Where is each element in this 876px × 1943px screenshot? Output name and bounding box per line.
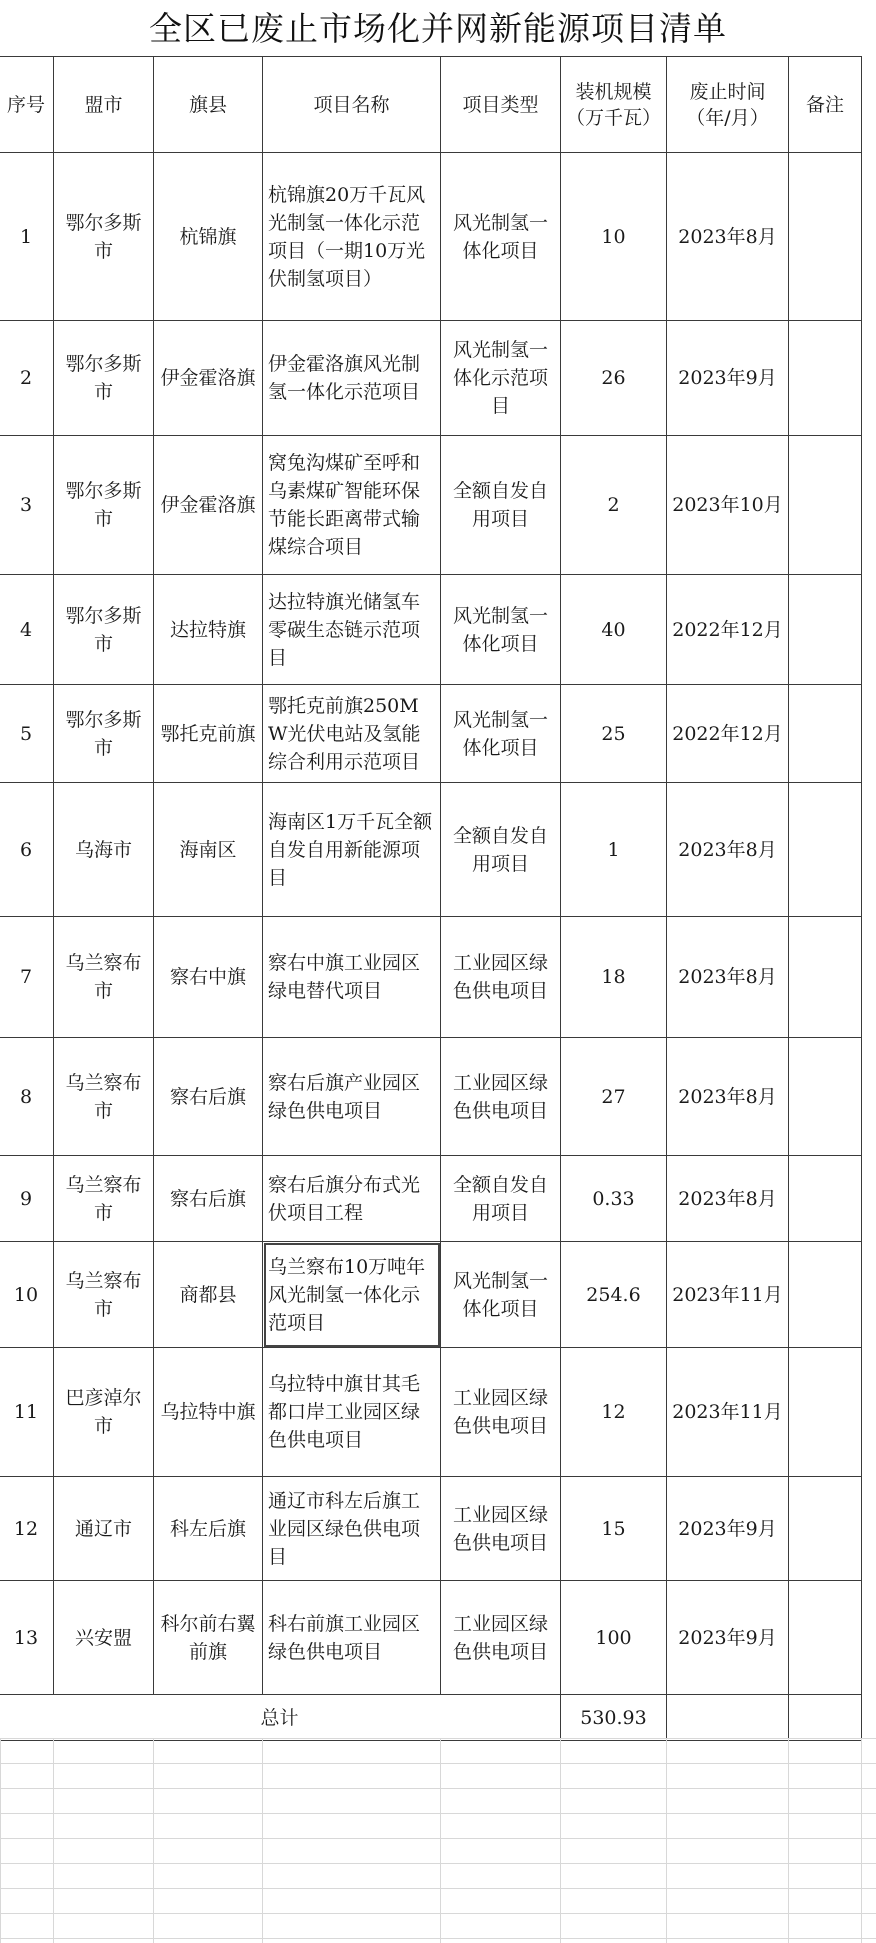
cell-project-name[interactable] [263, 685, 441, 783]
cell-no[interactable]: 5 [0, 685, 54, 783]
cell-type[interactable]: 风光制氢一体化项目 [441, 1242, 561, 1348]
cell-capacity[interactable]: 254.6 [561, 1242, 667, 1348]
cell-county[interactable]: 乌拉特中旗 [154, 1348, 263, 1477]
cell-type[interactable]: 全额自发自用项目 [441, 783, 561, 917]
page-title: 全区已废止市场化并网新能源项目清单 [149, 9, 727, 48]
cell-no[interactable]: 10 [0, 1242, 54, 1348]
col-header-no[interactable]: 序号 [0, 57, 54, 153]
cell-note[interactable] [789, 1477, 862, 1581]
cell-project-name[interactable]: 杭锦旗20万千瓦风光制氢一体化示范项目（一期10万光伏制氢项目） [263, 153, 441, 321]
cell-no[interactable]: 6 [0, 783, 54, 917]
table-row [0, 1581, 862, 1695]
total-label[interactable]: 总计 [0, 1695, 561, 1741]
cell-project-name[interactable]: 察右中旗工业园区绿电替代项目 [263, 917, 441, 1038]
cell-date[interactable]: 2022年12月 [667, 685, 789, 783]
cell-county[interactable]: 杭锦旗 [154, 153, 263, 321]
cell-city[interactable]: 乌海市 [54, 783, 154, 917]
cell-note[interactable] [789, 1581, 862, 1695]
cell-no[interactable]: 8 [0, 1038, 54, 1156]
cell-county[interactable]: 鄂托克前旗 [154, 685, 263, 783]
total-note-empty[interactable] [789, 1695, 862, 1741]
table-row [0, 1156, 862, 1242]
cell-note[interactable] [789, 783, 862, 917]
cell-note[interactable] [789, 1156, 862, 1242]
cell-date[interactable]: 2023年10月 [667, 436, 789, 575]
cell-no[interactable]: 3 [0, 436, 54, 575]
cell-project-name[interactable]: 察右后旗分布式光伏项目工程 [263, 1156, 441, 1242]
table-row [0, 685, 862, 783]
cell-city[interactable]: 乌兰察布市 [54, 1038, 154, 1156]
cell-type[interactable]: 工业园区绿色供电项目 [441, 1348, 561, 1477]
cell-date[interactable]: 2023年8月 [667, 153, 789, 321]
table-row [0, 1038, 862, 1156]
cell-county[interactable]: 伊金霍洛旗 [154, 436, 263, 575]
cell-type[interactable]: 风光制氢一体化示范项目 [441, 321, 561, 436]
cell-note[interactable] [789, 1348, 862, 1477]
table-row [0, 783, 862, 917]
cell-type[interactable]: 风光制氢一体化项目 [441, 153, 561, 321]
cell-no[interactable]: 11 [0, 1348, 54, 1477]
cell-type[interactable]: 工业园区绿色供电项目 [441, 1477, 561, 1581]
cell-capacity[interactable]: 10 [561, 153, 667, 321]
col-header-county[interactable]: 旗县 [154, 57, 263, 153]
cell-type[interactable]: 工业园区绿色供电项目 [441, 917, 561, 1038]
cell-date[interactable]: 2023年11月 [667, 1242, 789, 1348]
cell-capacity[interactable]: 25 [561, 685, 667, 783]
cell-city[interactable]: 乌兰察布市 [54, 1242, 154, 1348]
project-table [0, 56, 862, 1741]
table-row [0, 1348, 862, 1477]
cell-county[interactable]: 商都县 [154, 1242, 263, 1348]
col-header-city[interactable]: 盟市 [54, 57, 154, 153]
cell-capacity[interactable]: 1 [561, 783, 667, 917]
table-row [0, 1242, 862, 1348]
cell-date[interactable]: 2023年9月 [667, 1581, 789, 1695]
cell-city[interactable]: 乌兰察布市 [54, 1156, 154, 1242]
cell-project-name[interactable]: 窝兔沟煤矿至呼和乌素煤矿智能环保节能长距离带式输煤综合项目 [263, 436, 441, 575]
cell-note[interactable] [789, 436, 862, 575]
cell-capacity[interactable]: 18 [561, 917, 667, 1038]
cell-project-name[interactable]: 海南区1万千瓦全额自发自用新能源项目 [263, 783, 441, 917]
cell-no[interactable]: 4 [0, 575, 54, 685]
cell-date[interactable]: 2022年12月 [667, 575, 789, 685]
cell-project-name[interactable]: 达拉特旗光储氢车零碳生态链示范项目 [263, 575, 441, 685]
cell-county[interactable]: 伊金霍洛旗 [154, 321, 263, 436]
table-row [0, 321, 862, 436]
cell-type[interactable]: 全额自发自用项目 [441, 1156, 561, 1242]
cell-city[interactable]: 乌兰察布市 [54, 917, 154, 1038]
cell-project-name[interactable]: 伊金霍洛旗风光制氢一体化示范项目 [263, 321, 441, 436]
cell-no[interactable]: 1 [0, 153, 54, 321]
grid-line [560, 1738, 561, 1943]
table-row [0, 1477, 862, 1581]
cell-project-name-selected[interactable]: 乌兰察布10万吨年风光制氢一体化示范项目 [263, 1242, 441, 1348]
cell-project-name-text: 鄂托克前旗250MW光伏电站及氢能综合利用示范项目 [268, 694, 421, 773]
cell-capacity[interactable]: 100 [561, 1581, 667, 1695]
header-row [0, 57, 862, 153]
table-row [0, 917, 862, 1038]
cell-note[interactable] [789, 575, 862, 685]
cell-county[interactable]: 科尔前右翼前旗 [154, 1581, 263, 1695]
col-header-capacity[interactable]: 装机规模（万千瓦） [561, 57, 667, 153]
grid-line [440, 1738, 441, 1943]
cell-no[interactable]: 7 [0, 917, 54, 1038]
cell-city[interactable]: 鄂尔多斯市 [54, 685, 154, 783]
cell-county[interactable]: 达拉特旗 [154, 575, 263, 685]
cell-county[interactable]: 察右后旗 [154, 1156, 263, 1242]
cell-project-name[interactable]: 乌拉特中旗甘其毛都口岸工业园区绿色供电项目 [263, 1348, 441, 1477]
table-row [0, 153, 862, 321]
cell-type[interactable]: 工业园区绿色供电项目 [441, 1581, 561, 1695]
cell-county[interactable]: 海南区 [154, 783, 263, 917]
cell-city[interactable]: 鄂尔多斯市 [54, 153, 154, 321]
grid-line [861, 1738, 862, 1943]
col-header-date[interactable]: 废止时间（年/月） [667, 57, 789, 153]
col-header-type[interactable]: 项目类型 [441, 57, 561, 153]
cell-city[interactable]: 鄂尔多斯市 [54, 575, 154, 685]
total-date-empty[interactable] [667, 1695, 789, 1741]
cell-no[interactable]: 2 [0, 321, 54, 436]
cell-type[interactable]: 工业园区绿色供电项目 [441, 1038, 561, 1156]
grid-line [53, 1738, 54, 1943]
cell-county[interactable]: 科左后旗 [154, 1477, 263, 1581]
cell-type[interactable]: 全额自发自用项目 [441, 436, 561, 575]
cell-note[interactable] [789, 685, 862, 783]
cell-no[interactable]: 9 [0, 1156, 54, 1242]
cell-date[interactable]: 2023年8月 [667, 1156, 789, 1242]
cell-capacity[interactable]: 26 [561, 321, 667, 436]
cell-project-name[interactable]: 察右后旗产业园区绿色供电项目 [263, 1038, 441, 1156]
grid-line [666, 1738, 667, 1943]
cell-date[interactable]: 2023年9月 [667, 1477, 789, 1581]
cell-note[interactable] [789, 153, 862, 321]
cell-capacity[interactable]: 27 [561, 1038, 667, 1156]
table-row [0, 436, 862, 575]
grid-line [153, 1738, 154, 1943]
cell-county[interactable]: 察右后旗 [154, 1038, 263, 1156]
cell-note[interactable] [789, 917, 862, 1038]
col-header-name[interactable]: 项目名称 [263, 57, 441, 153]
cell-project-name[interactable]: 科右前旗工业园区绿色供电项目 [263, 1581, 441, 1695]
cell-note[interactable] [789, 1038, 862, 1156]
cell-project-name[interactable]: 通辽市科左后旗工业园区绿色供电项目 [263, 1477, 441, 1581]
cell-city[interactable]: 通辽市 [54, 1477, 154, 1581]
cell-capacity[interactable]: 0.33 [561, 1156, 667, 1242]
cell-type[interactable]: 风光制氢一体化项目 [441, 575, 561, 685]
cell-date[interactable]: 2023年9月 [667, 321, 789, 436]
cell-city[interactable]: 兴安盟 [54, 1581, 154, 1695]
table-row [0, 575, 862, 685]
grid-line [262, 1738, 263, 1943]
cell-capacity[interactable]: 12 [561, 1348, 667, 1477]
cell-date[interactable]: 2023年8月 [667, 917, 789, 1038]
cell-city[interactable]: 鄂尔多斯市 [54, 436, 154, 575]
cell-note[interactable] [789, 1242, 862, 1348]
total-capacity[interactable]: 530.93 [561, 1695, 667, 1741]
grid-line [788, 1738, 789, 1943]
total-row [0, 1695, 862, 1741]
cell-date[interactable]: 2023年11月 [667, 1348, 789, 1477]
cell-type[interactable]: 风光制氢一体化项目 [441, 685, 561, 783]
col-header-note[interactable]: 备注 [789, 57, 862, 153]
cell-capacity[interactable]: 2 [561, 436, 667, 575]
cell-capacity[interactable]: 15 [561, 1477, 667, 1581]
cell-date[interactable]: 2023年8月 [667, 783, 789, 917]
empty-spreadsheet-grid [0, 1738, 876, 1943]
cell-no[interactable]: 12 [0, 1477, 54, 1581]
cell-note[interactable] [789, 321, 862, 436]
cell-city[interactable]: 巴彦淖尔市 [54, 1348, 154, 1477]
cell-capacity[interactable]: 40 [561, 575, 667, 685]
cell-city[interactable]: 鄂尔多斯市 [54, 321, 154, 436]
cell-county[interactable]: 察右中旗 [154, 917, 263, 1038]
cell-no[interactable]: 13 [0, 1581, 54, 1695]
cell-date[interactable]: 2023年8月 [667, 1038, 789, 1156]
